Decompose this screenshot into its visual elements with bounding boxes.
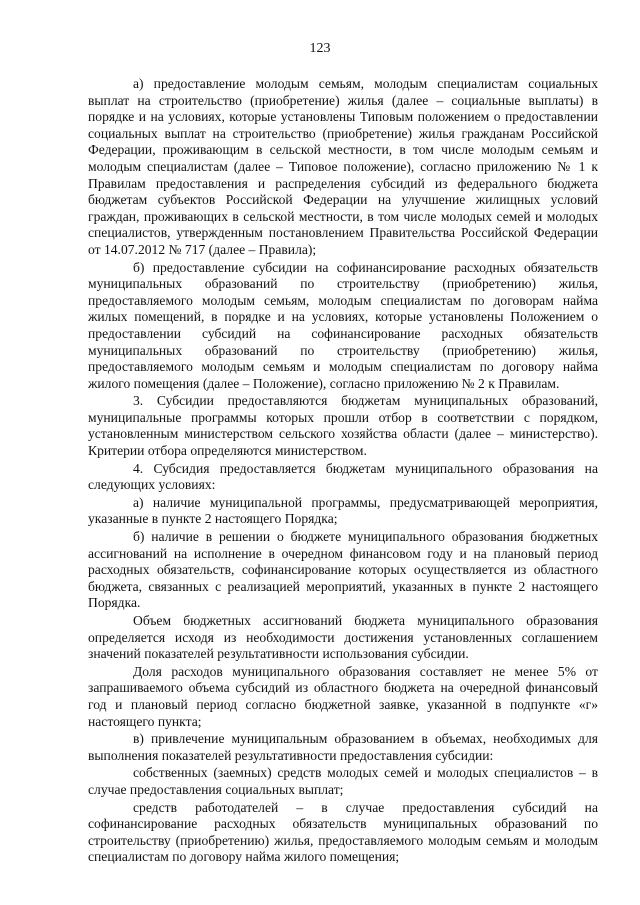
paragraph-employer-funds: средств работодателей – в случае предоставления субсидий на софинансирование расходных обязательств муниципальных образований по строительству (приобретению) жилья, предоставляемого молодым семьям и молодым специалистам по договору найма жилого помещения; xyxy=(88,799,598,865)
paragraph-expense-share: Доля расходов муниципального образования составляет не менее 5% от запрашиваемого объема субсидий из областного бюджета на очередной финансовый год и плановый период согласно бюджетной заявке, указанной в подпункте «г» настоящего пункта; xyxy=(88,663,598,729)
page-number: 123 xyxy=(309,41,331,56)
paragraph-2a-social-payments: а) предоставление молодым семьям, молодым специалистам социальных выплат на строительство (приобретение) жилья (далее – социальные выплаты) в порядке и на условиях, которые установлены Типовым положением о предоставлении социальных выплат на строительство (приобретение) жилья гражданам Российской Федерации, проживающим в сельской местности, в том числе молодым семьям и молодым специалистам (далее – Типовое положение), согласно приложению № 1 к Правилам предоставления и распределения субсидий из федерального бюджета бюджетам субъектов Российской Федерации на улучшение жилищных условий граждан, проживающих в сельской местности, в том числе молодых семей и молодых специалистов, утвержденным постановлением Правительства Российской Федерации от 14.07.2012 № 717 (далее – Правила); xyxy=(88,76,598,257)
paragraph-3-subsidies-provided: 3. Субсидии предоставляются бюджетам муниципальных образований, муниципальные программы которых прошли отбор в соответствии с порядком, установленным министерством сельского хозяйства области (далее – министерство). Критерии отбора определяются министерством. xyxy=(88,393,598,459)
paragraph-budget-volume: Объем бюджетных ассигнований бюджета муниципального образования определяется исходя из необходимости достижения установленных соглашением значений показателей результативности использования субсидии. xyxy=(88,613,598,662)
paragraph-4b-budget-allocations: б) наличие в решении о бюджете муниципального образования бюджетных ассигнований на исполнение в очередном финансовом году и на плановый период расходных обязательств, софинансирование которых осуществляется из областного бюджета, связанных с реализацией мероприятий, указанных в пункте 2 настоящего Порядка. xyxy=(88,529,598,611)
paragraph-2b-subsidy-cofinancing: б) предоставление субсидии на софинансирование расходных обязательств муниципальных образований по строительству (приобретению) жилья, предоставляемого молодым семьям, молодым специалистам по договорам найма жилых помещений, в порядке и на условиях, которые установлены Положением о предоставлении субсидий на софинансирование расходных обязательств муниципальных образований по строительству (приобретению) жилья, предоставляемого молодым семьям и молодым специалистам по договору найма жилого помещения (далее – Положение), согласно приложению № 2 к Правилам. xyxy=(88,259,598,391)
paragraph-own-funds: собственных (заемных) средств молодых семей и молодых специалистов – в случае предоставления социальных выплат; xyxy=(88,765,598,797)
paragraph-4a-municipal-program: а) наличие муниципальной программы, предусматривающей мероприятия, указанные в пункте 2 настоящего Порядка; xyxy=(88,494,598,527)
paragraph-4v-attraction: в) привлечение муниципальным образованием в объемах, необходимых для выполнения показателей результативности предоставления субсидии: xyxy=(88,731,598,763)
paragraph-4-conditions: 4. Субсидия предоставляется бюджетам муниципального образования на следующих условиях: xyxy=(88,460,598,493)
document-body xyxy=(88,76,598,866)
